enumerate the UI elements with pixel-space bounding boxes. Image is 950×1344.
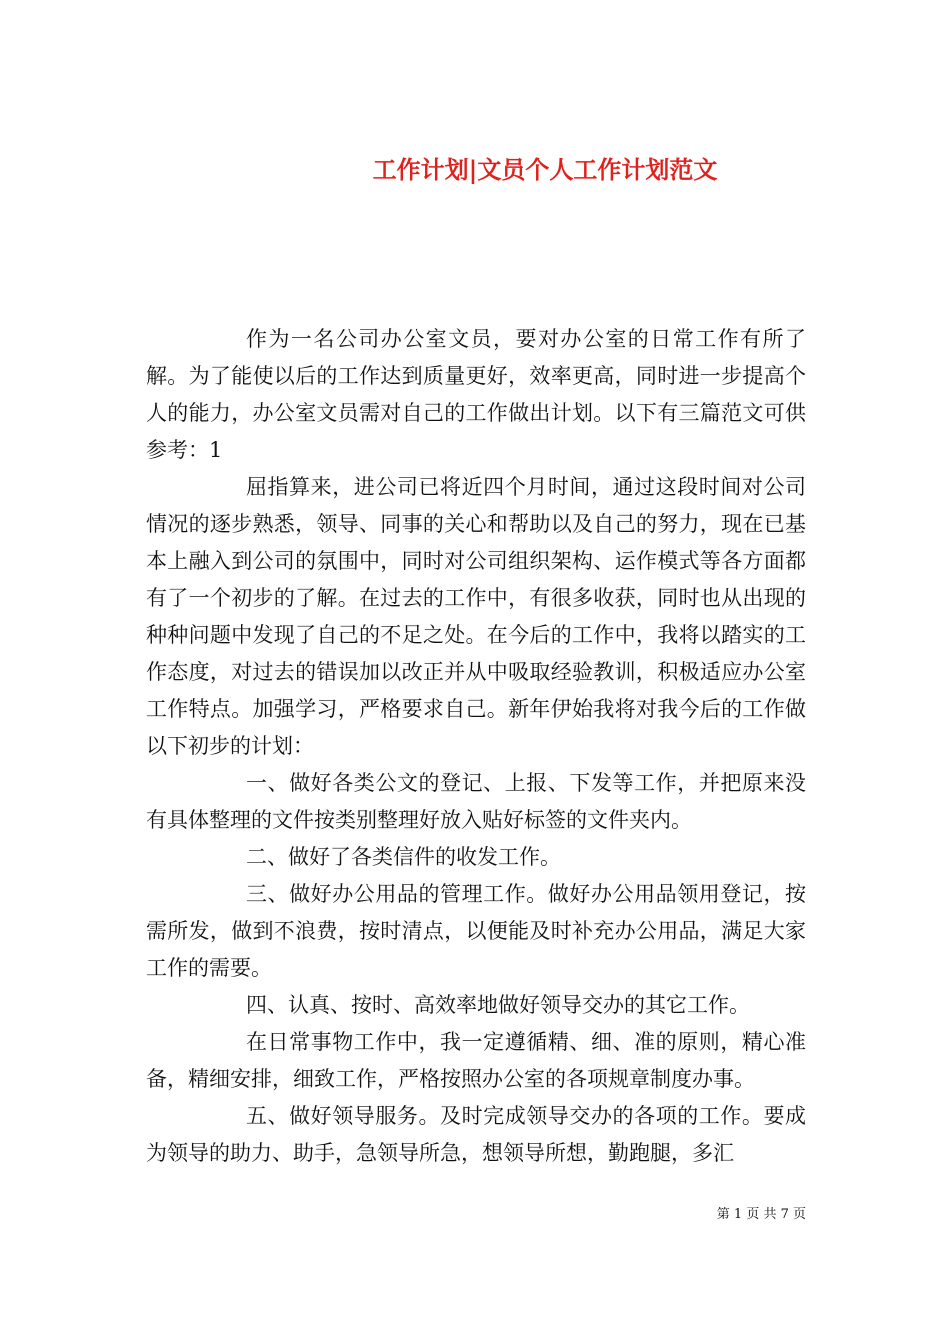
paragraph-principle: 在日常事物工作中，我一定遵循精、细、准的原则，精心准备，精细安排，细致工作，严格按照办公室的各项规章制度办事。: [146, 1030, 806, 1091]
paragraph-item-4: 四、认真、按时、高效率地做好领导交办的其它工作。: [246, 993, 750, 1017]
page-number-footer: 第 1 页 共 7 页: [716, 1207, 806, 1222]
paragraph-item-5: 五、做好领导服务。及时完成领导交办的各项的工作。要成为领导的助力、助手，急领导所急，想领导所想，勤跑腿，多汇: [146, 1104, 806, 1165]
paragraph-overview: 屈指算来，进公司已将近四个月时间，通过这段时间对公司情况的逐步熟悉，领导、同事的关心和帮助以及自己的努力，现在已基本上融入到公司的氛围中，同时对公司组织架构、运作模式等各方面都有了一个初步的了解。在过去的工作中，有很多收获，同时也从出现的种种问题中发现了自己的不足之处。在今后的工作中，我将以踏实的工作态度，对过去的错误加以改正并从中吸取经验教训，积极适应办公室工作特点。加强学习，严格要求自己。新年伊始我将对我今后的工作做以下初步的计划：: [146, 475, 806, 758]
paragraph-item-3: 三、做好办公用品的管理工作。做好办公用品领用登记，按需所发，做到不浪费，按时清点，以便能及时补充办公用品，满足大家工作的需要。: [146, 882, 806, 980]
document-title: 工作计划|文员个人工作计划范文: [372, 155, 718, 185]
paragraph-item-1: 一、做好各类公文的登记、上报、下发等工作，并把原来没有具体整理的文件按类别整理好放入贴好标签的文件夹内。: [146, 771, 806, 832]
paragraph-intro: 作为一名公司办公室文员，要对办公室的日常工作有所了解。为了能使以后的工作达到质量更好，效率更高，同时进一步提高个人的能力，办公室文员需对自己的工作做出计划。以下有三篇范文可供参考：1: [146, 327, 806, 462]
document-body: [146, 321, 806, 1172]
paragraph-item-2: 二、做好了各类信件的收发工作。: [246, 845, 561, 869]
